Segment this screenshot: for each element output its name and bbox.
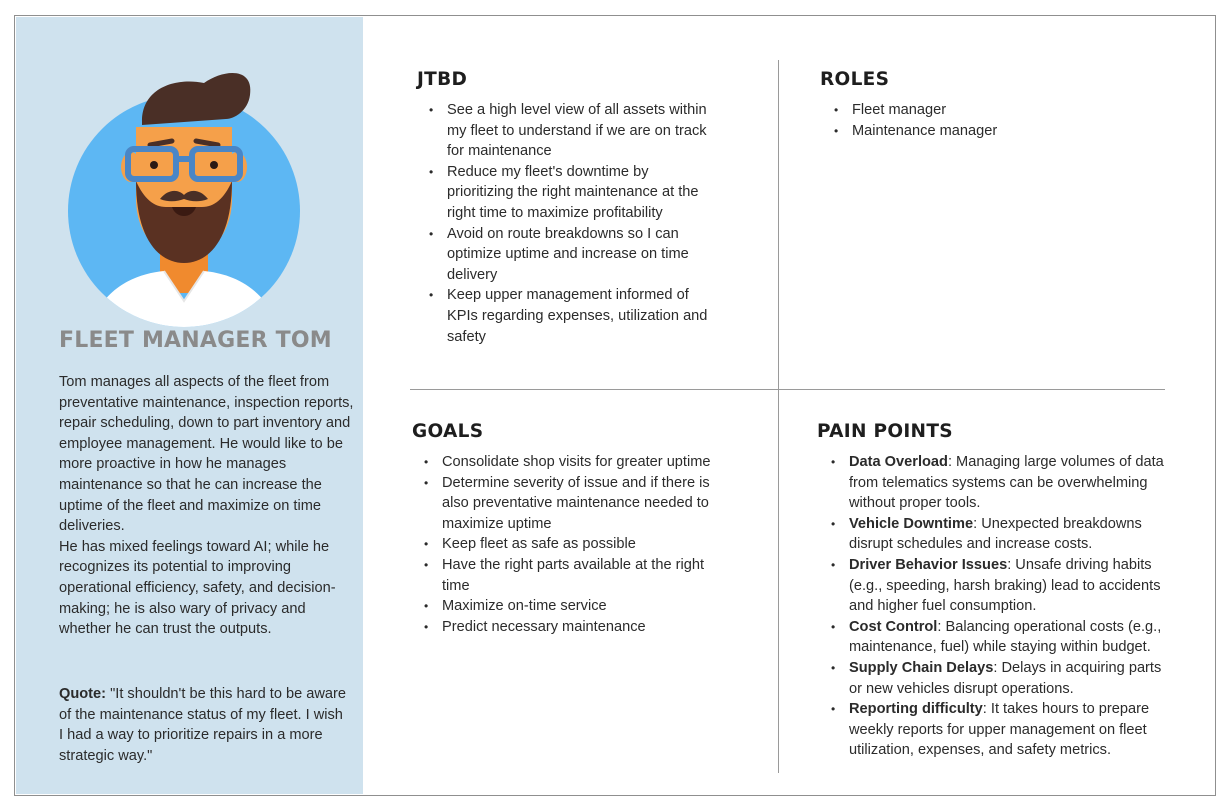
list-item: • Fleet manager: [834, 100, 1120, 121]
jtbd-title: JTBD: [417, 69, 468, 90]
pain-point-text: : Delays in acquiring parts or new vehicles disrupt operations.: [849, 659, 1162, 697]
persona-description-paragraph-2: He has mixed feelings toward AI; while he recognizes its potential to improving operational efficiency, safety, and decision-making; he is also wary of privacy and whether he can trust the outputs.: [59, 538, 336, 638]
list-item: • Avoid on route breakdowns so I can optimize uptime and increase on time delivery: [429, 224, 717, 286]
quote-text: "It shouldn't be this hard to be aware of the maintenance status of my fleet. I wish I had a way to prioritize repairs in a more strategic way.": [59, 686, 347, 764]
pain-point-text: : Managing large volumes of data from telematics systems can be overwhelming without proper tools.: [849, 454, 1164, 512]
list-item: • Consolidate shop visits for greater uptime: [424, 452, 712, 473]
list-item: • Maintenance manager: [834, 121, 1120, 142]
pain-point-label: Supply Chain Delays: [849, 659, 994, 676]
persona-description: [59, 372, 355, 640]
list-item: • Reduce my fleet's downtime by prioritizing the right maintenance at the right time to maximize profitability: [429, 162, 717, 224]
pain-point-label: Cost Control: [849, 618, 938, 635]
pain-point-text: : Unsafe driving habits (e.g., speeding, harsh braking) lead to accidents and higher fuel consumption.: [849, 556, 1161, 615]
goals-list: [424, 452, 712, 637]
pain-point-text: : It takes hours to prepare weekly reports for upper management on fleet utilization, expenses, and safety metrics.: [849, 701, 1150, 759]
list-item: [831, 617, 1177, 658]
list-item: • Predict necessary maintenance: [424, 617, 712, 638]
list-item: • Determine severity of issue and if there is also preventative maintenance needed to maximize uptime: [424, 473, 712, 535]
list-item: • Maximize on-time service: [424, 596, 712, 617]
list-item: • Keep fleet as safe as possible: [424, 534, 712, 555]
pain-points-list: [831, 452, 1177, 761]
goals-title: GOALS: [412, 421, 484, 442]
list-item: [831, 555, 1177, 617]
list-item: • Keep upper management informed of KPIs regarding expenses, utilization and safety: [429, 285, 717, 347]
roles-list: [834, 100, 1120, 141]
list-item: [831, 699, 1177, 761]
pain-point-text: : Balancing operational costs (e.g., maintenance, fuel) while staying within budget.: [849, 618, 1162, 656]
pain-point-label: Reporting difficulty: [849, 701, 983, 718]
list-item: • See a high level view of all assets within my fleet to understand if we are on track for maintenance: [429, 100, 717, 162]
quadrant-vertical-divider: [778, 60, 779, 773]
pain-point-text: : Unexpected breakdowns disrupt schedules and increase costs.: [849, 515, 1142, 553]
persona-card: [14, 15, 1216, 796]
pain-point-label: Vehicle Downtime: [849, 515, 974, 532]
persona-sidebar: [16, 17, 363, 794]
roles-title: ROLES: [820, 69, 890, 90]
pain-points-title: PAIN POINTS: [817, 421, 953, 442]
quadrant-horizontal-divider: [410, 389, 1165, 390]
jtbd-section: [417, 69, 717, 347]
pain-point-label: Driver Behavior Issues: [849, 556, 1008, 573]
list-item: [831, 452, 1177, 514]
pain-points-section: [817, 421, 1177, 761]
goals-section: [412, 421, 712, 637]
roles-section: [820, 69, 1120, 141]
quote-label: Quote:: [59, 686, 107, 702]
persona-description-paragraph-1: Tom manages all aspects of the fleet from preventative maintenance, inspection reports, repair scheduling, down to part inventory and employee management. He would like to be more proactive in how he manages maintenance so that he can increase the uptime of the fleet and maximize on time deliveries.: [59, 374, 354, 535]
persona-name: FLEET MANAGER TOM: [59, 328, 332, 353]
pain-point-label: Data Overload: [849, 454, 948, 470]
persona-avatar-icon: [64, 49, 304, 329]
list-item: [831, 514, 1177, 555]
list-item: • Have the right parts available at the right time: [424, 555, 712, 596]
persona-quote: [59, 684, 351, 766]
jtbd-list: [429, 100, 717, 347]
list-item: [831, 658, 1177, 699]
